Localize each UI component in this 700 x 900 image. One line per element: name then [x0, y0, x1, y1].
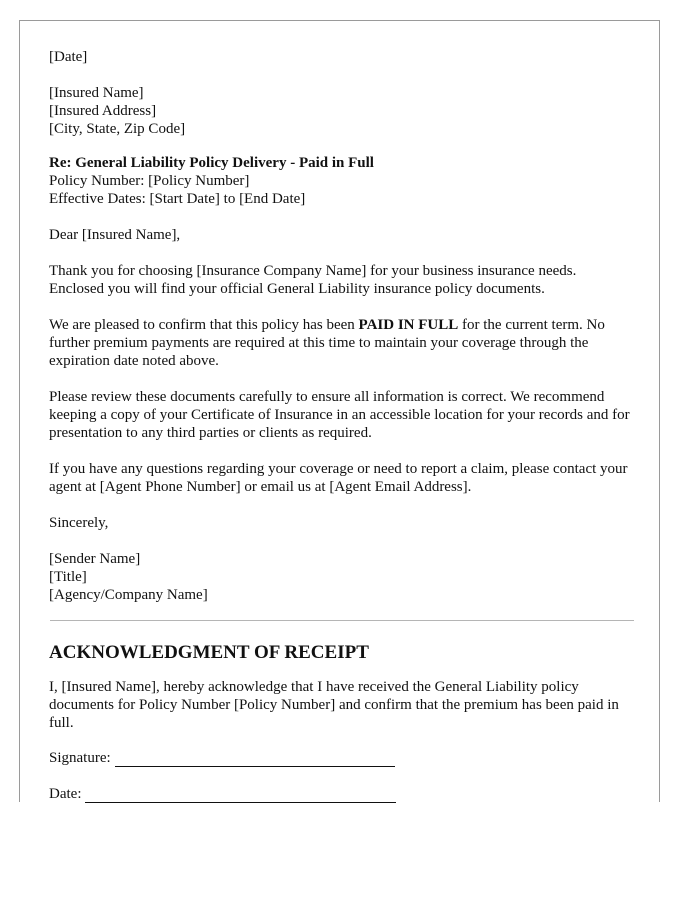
- letter-date: [Date]: [49, 49, 88, 65]
- recipient-block: [49, 84, 634, 138]
- paid-in-full-emphasis: PAID IN FULL: [358, 317, 459, 333]
- effective-dates-line: Effective Dates: [Start Date] to [End Date]: [49, 191, 306, 207]
- recipient-name: [Insured Name]: [49, 85, 144, 101]
- sender-company: [Agency/Company Name]: [49, 587, 208, 603]
- paragraph-thank-you: Thank you for choosing [Insurance Company Name] for your business insurance needs. Enclosed you will find your official General Liability insurance policy documents.: [49, 263, 577, 297]
- date-label: Date:: [49, 786, 82, 802]
- date-line[interactable]: [85, 787, 396, 803]
- paid-text-after: for the current term. No further premium payments are required at this time to maintain your coverage through the expiration date noted above.: [49, 317, 605, 369]
- policy-number-line: Policy Number: [Policy Number]: [49, 173, 250, 189]
- signature-row: [49, 749, 634, 767]
- sender-name: [Sender Name]: [49, 551, 141, 567]
- paragraph-contact: If you have any questions regarding your coverage or need to report a claim, please contact your agent at [Agent Phone Number] or email us at [Agent Email Address].: [49, 461, 628, 495]
- date-row: [49, 785, 634, 803]
- letter-content: [49, 48, 634, 803]
- salutation: Dear [Insured Name],: [49, 227, 181, 243]
- sender-block: [49, 550, 634, 604]
- closing: Sincerely,: [49, 515, 109, 531]
- paragraph-review: Please review these documents carefully to ensure all information is correct. We recommend keeping a copy of your Certificate of Insurance in an accessible location for your records and for presentation to any third parties or clients as required.: [49, 389, 630, 441]
- section-divider: [50, 620, 634, 621]
- paragraph-paid-in-full: [49, 316, 634, 370]
- acknowledgment-text: I, [Insured Name], hereby acknowledge that I have received the General Liability policy documents for Policy Number [Policy Number] and confirm that the premium has been paid in full.: [49, 679, 619, 731]
- reference-block: [49, 154, 634, 208]
- letter-page: [19, 20, 660, 802]
- re-line: Re: General Liability Policy Delivery - Paid in Full: [49, 155, 374, 171]
- recipient-address: [Insured Address]: [49, 103, 157, 119]
- sender-title: [Title]: [49, 569, 87, 585]
- acknowledgment-title: ACKNOWLEDGMENT OF RECEIPT: [49, 642, 369, 663]
- signature-label: Signature:: [49, 750, 111, 766]
- signature-line[interactable]: [115, 751, 395, 767]
- recipient-city-state-zip: [City, State, Zip Code]: [49, 121, 186, 137]
- paid-text-before: We are pleased to confirm that this policy has been: [49, 317, 359, 333]
